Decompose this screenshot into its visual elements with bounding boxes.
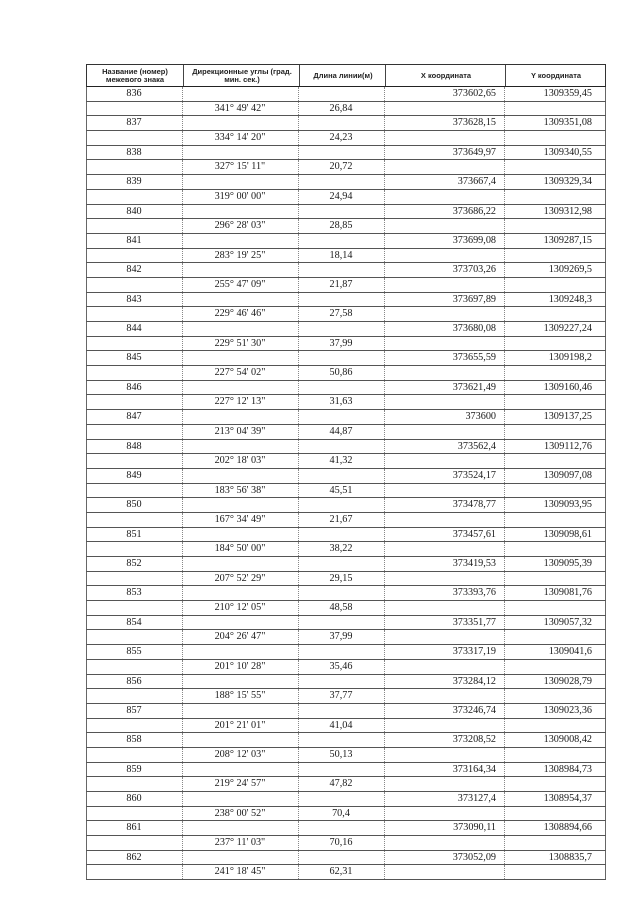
point-name-cell: 860 [126, 793, 142, 804]
line-length-cell: 24,23 [329, 132, 353, 144]
table-row-segment [86, 131, 606, 146]
direction-angle-cell: 208° 12' 03" [214, 748, 266, 760]
table-row-segment [86, 601, 606, 616]
table-row-segment [86, 102, 606, 117]
line-length-cell: 21,67 [329, 513, 353, 525]
table-row-point [86, 763, 606, 778]
table-bottom-border [86, 879, 606, 880]
y-coordinate-cell: 1309057,32 [543, 616, 592, 628]
point-name-cell: 838 [126, 146, 142, 158]
table-row-point [86, 733, 606, 748]
point-name-cell: 844 [126, 323, 142, 334]
x-coordinate-cell: 373602,65 [452, 88, 496, 99]
table-row-segment [86, 160, 606, 175]
x-coordinate-cell: 373655,59 [452, 352, 496, 364]
direction-angle-cell: 241° 18' 45" [214, 866, 266, 878]
direction-angle-cell: 227° 54' 02" [214, 367, 266, 379]
point-name-cell: 853 [126, 587, 142, 599]
table-row-segment [86, 513, 606, 528]
line-length-cell: 24,94 [329, 190, 353, 202]
direction-angle-cell: 184° 50' 00" [214, 543, 266, 555]
table-row-point [86, 293, 606, 308]
table-row-point [86, 322, 606, 337]
table-row-point [86, 851, 606, 866]
y-coordinate-cell: 1308984,73 [543, 763, 592, 775]
direction-angle-cell: 219° 24' 57" [214, 778, 266, 790]
line-length-cell: 28,85 [329, 220, 353, 232]
direction-angle-cell: 341° 49' 42" [214, 102, 266, 114]
x-coordinate-cell: 373562,4 [457, 440, 496, 452]
line-length-cell: 35,46 [329, 660, 353, 672]
point-name-cell: 846 [126, 381, 142, 393]
x-coordinate-cell: 373090,11 [453, 822, 496, 834]
line-length-cell: 31,63 [329, 396, 353, 408]
point-name-cell: 862 [126, 851, 142, 863]
direction-angle-cell: 229° 46' 46" [214, 308, 266, 320]
header-y-coordinate: Y координата [505, 65, 606, 86]
table-body [86, 87, 606, 879]
y-coordinate-cell: 1309098,61 [543, 528, 592, 540]
table-row-point [86, 440, 606, 455]
x-coordinate-cell: 373284,12 [452, 675, 496, 687]
y-coordinate-cell: 1309269,5 [548, 264, 592, 276]
y-coordinate-cell: 1309351,08 [543, 117, 592, 129]
table-row-segment [86, 836, 606, 851]
line-length-cell: 50,13 [329, 748, 353, 760]
x-coordinate-cell: 373052,09 [452, 851, 496, 863]
y-coordinate-cell: 1309093,95 [543, 499, 592, 511]
header-line-length: Длина линии(м) [299, 65, 386, 86]
line-length-cell: 18,14 [329, 249, 353, 261]
x-coordinate-cell: 373686,22 [452, 205, 496, 217]
y-coordinate-cell: 1309028,79 [543, 675, 592, 687]
line-length-cell: 70,16 [329, 837, 353, 849]
line-length-cell: 38,22 [329, 543, 353, 555]
point-name-cell: 857 [126, 704, 142, 716]
y-coordinate-cell: 1309340,55 [543, 146, 592, 158]
point-name-cell: 836 [126, 88, 142, 99]
point-name-cell: 855 [126, 646, 142, 658]
line-length-cell: 41,04 [329, 719, 353, 731]
line-length-cell: 41,32 [329, 455, 353, 467]
y-coordinate-cell: 1309248,3 [548, 293, 592, 305]
x-coordinate-cell: 373164,34 [452, 763, 496, 775]
table-row-point [86, 675, 606, 690]
y-coordinate-cell: 1309160,46 [543, 381, 592, 393]
x-coordinate-cell: 373703,26 [452, 264, 496, 276]
table-row-point [86, 146, 606, 161]
direction-angle-cell: 327° 15' 11" [214, 161, 266, 173]
table-row-segment [86, 219, 606, 234]
point-name-cell: 840 [126, 205, 142, 217]
table-row-point [86, 528, 606, 543]
line-length-cell: 47,82 [329, 778, 353, 790]
line-length-cell: 20,72 [329, 161, 353, 173]
point-name-cell: 837 [126, 117, 142, 129]
y-coordinate-cell: 1309112,76 [543, 440, 592, 452]
table-row-point [86, 469, 606, 484]
line-length-cell: 26,84 [329, 102, 353, 114]
y-coordinate-cell: 1309095,39 [543, 558, 592, 569]
table-row-point [86, 381, 606, 396]
direction-angle-cell: 167° 34' 49" [214, 513, 266, 525]
x-coordinate-cell: 373524,17 [452, 469, 496, 481]
y-coordinate-cell: 1309041,6 [548, 646, 592, 658]
line-length-cell: 48,58 [329, 602, 353, 614]
table-row-segment [86, 395, 606, 410]
table-row-segment [86, 278, 606, 293]
x-coordinate-cell: 373351,77 [452, 616, 496, 628]
table-row-segment [86, 630, 606, 645]
y-coordinate-cell: 1309329,34 [543, 176, 592, 188]
direction-angle-cell: 213° 04' 39" [214, 425, 266, 437]
point-name-cell: 841 [126, 234, 142, 246]
x-coordinate-cell: 373246,74 [452, 704, 496, 716]
point-name-cell: 859 [126, 763, 142, 775]
y-coordinate-cell: 1309023,36 [543, 704, 592, 716]
table-row-segment [86, 307, 606, 322]
table-row-segment [86, 249, 606, 264]
table-row-point [86, 557, 606, 572]
table-row-segment [86, 425, 606, 440]
point-name-cell: 861 [126, 822, 142, 834]
table-row-point [86, 116, 606, 131]
line-length-cell: 50,86 [329, 367, 353, 379]
table-row-point [86, 645, 606, 660]
point-name-cell: 847 [126, 411, 142, 423]
x-coordinate-cell: 373600 [465, 411, 496, 423]
x-coordinate-cell: 373699,08 [452, 234, 496, 246]
direction-angle-cell: 207° 52' 29" [214, 572, 266, 584]
point-name-cell: 851 [126, 528, 142, 540]
y-coordinate-cell: 1309359,45 [543, 88, 592, 99]
y-coordinate-cell: 1309227,24 [543, 323, 592, 334]
point-name-cell: 850 [126, 499, 142, 511]
header-point-name: Название (номер) межевого знака [102, 66, 168, 84]
direction-angle-cell: 334° 14' 20" [214, 132, 266, 144]
point-name-cell: 858 [126, 734, 142, 746]
x-coordinate-cell: 373697,89 [452, 293, 496, 305]
y-coordinate-cell: 1308894,66 [543, 822, 592, 834]
x-coordinate-cell: 373393,76 [452, 587, 496, 599]
table-row-segment [86, 865, 606, 879]
point-name-cell: 848 [126, 440, 142, 452]
table-row-segment [86, 572, 606, 587]
direction-angle-cell: 188° 15' 55" [214, 690, 266, 702]
direction-angle-cell: 238° 00' 52" [214, 807, 266, 819]
line-length-cell: 37,99 [329, 337, 353, 349]
table-row-segment [86, 719, 606, 734]
x-coordinate-cell: 373621,49 [452, 381, 496, 393]
boundary-coordinates-table [86, 64, 606, 880]
direction-angle-cell: 210° 12' 05" [214, 602, 266, 614]
line-length-cell: 37,99 [329, 631, 353, 643]
point-name-cell: 843 [126, 293, 142, 305]
point-name-cell: 845 [126, 352, 142, 364]
direction-angle-cell: 204° 26' 47" [214, 631, 266, 643]
table-row-point [86, 616, 606, 631]
direction-angle-cell: 201° 10' 28" [214, 660, 266, 672]
table-row-point [86, 87, 606, 102]
point-name-cell: 839 [126, 176, 142, 188]
table-row-segment [86, 454, 606, 469]
x-coordinate-cell: 373208,52 [452, 734, 496, 746]
direction-angle-cell: 227° 12' 13" [214, 396, 266, 408]
table-row-point [86, 498, 606, 513]
line-length-cell: 27,58 [329, 308, 353, 320]
direction-angle-cell: 229° 51' 30" [214, 337, 266, 349]
y-coordinate-cell: 1309198,2 [548, 352, 592, 364]
table-row-segment [86, 689, 606, 704]
line-length-cell: 44,87 [329, 425, 353, 437]
table-row-segment [86, 337, 606, 352]
point-name-cell: 854 [126, 616, 142, 628]
x-coordinate-cell: 373457,61 [452, 528, 496, 540]
point-name-cell: 856 [126, 675, 142, 687]
table-row-point [86, 205, 606, 220]
table-row-segment [86, 807, 606, 822]
table-row-segment [86, 542, 606, 557]
direction-angle-cell: 183° 56' 38" [214, 484, 266, 496]
x-coordinate-cell: 373680,08 [452, 323, 496, 334]
direction-angle-cell: 283° 19' 25" [214, 249, 266, 261]
direction-angle-cell: 201° 21' 01" [214, 719, 266, 731]
table-row-segment [86, 748, 606, 763]
direction-angle-cell: 319° 00' 00" [214, 190, 266, 202]
header-direction-angle: Дирекционные углы (град. мин. сек.) [183, 65, 300, 86]
line-length-cell: 37,77 [329, 690, 353, 702]
line-length-cell: 29,15 [329, 572, 353, 584]
x-coordinate-cell: 373478,77 [452, 499, 496, 511]
table-row-point [86, 586, 606, 601]
y-coordinate-cell: 1309081,76 [543, 587, 592, 599]
y-coordinate-cell: 1309287,15 [543, 234, 592, 246]
table-row-segment [86, 484, 606, 499]
y-coordinate-cell: 1308835,7 [548, 851, 592, 863]
x-coordinate-cell: 373667,4 [457, 176, 496, 188]
y-coordinate-cell: 1308954,37 [543, 793, 592, 804]
table-header [86, 64, 606, 87]
line-length-cell: 45,51 [329, 484, 353, 496]
table-row-segment [86, 660, 606, 675]
direction-angle-cell: 296° 28' 03" [214, 220, 266, 232]
table-row-point [86, 263, 606, 278]
direction-angle-cell: 202° 18' 03" [214, 455, 266, 467]
point-name-cell: 842 [126, 264, 142, 276]
line-length-cell: 62,31 [329, 866, 353, 878]
table-row-point [86, 704, 606, 719]
x-coordinate-cell: 373317,19 [452, 646, 496, 658]
x-coordinate-cell: 373127,4 [457, 793, 496, 804]
table-row-point [86, 175, 606, 190]
table-row-segment [86, 777, 606, 792]
table-row-point [86, 351, 606, 366]
y-coordinate-cell: 1309137,25 [543, 411, 592, 423]
header-x-coordinate: X координата [385, 65, 506, 86]
point-name-cell: 849 [126, 469, 142, 481]
point-name-cell: 852 [126, 558, 142, 569]
table-row-point [86, 234, 606, 249]
table-row-point [86, 410, 606, 425]
x-coordinate-cell: 373419,53 [452, 558, 496, 569]
table-row-point [86, 792, 606, 807]
y-coordinate-cell: 1309312,98 [543, 205, 592, 217]
x-coordinate-cell: 373649,97 [452, 146, 496, 158]
table-row-segment [86, 190, 606, 205]
y-coordinate-cell: 1309097,08 [543, 469, 592, 481]
direction-angle-cell: 237° 11' 03" [214, 837, 266, 849]
table-row-point [86, 821, 606, 836]
table-row-segment [86, 366, 606, 381]
direction-angle-cell: 255° 47' 09" [214, 278, 266, 290]
line-length-cell: 70,4 [332, 807, 350, 819]
x-coordinate-cell: 373628,15 [452, 117, 496, 129]
line-length-cell: 21,87 [329, 278, 353, 290]
y-coordinate-cell: 1309008,42 [543, 734, 592, 746]
